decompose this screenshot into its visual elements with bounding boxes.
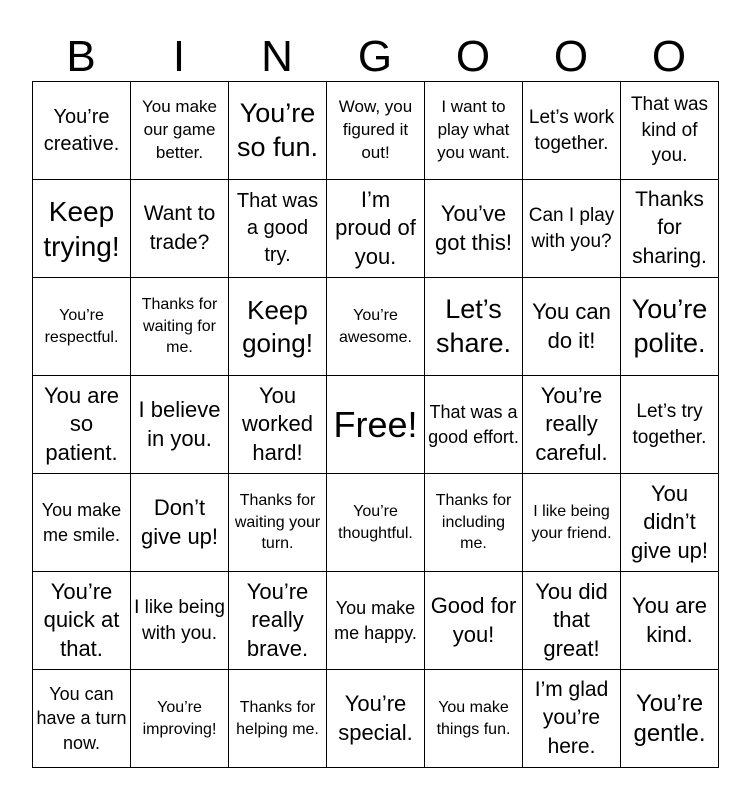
cell-text: Good for you! xyxy=(430,592,517,647)
cell-text: You make me happy. xyxy=(334,598,417,643)
cell-text: You make things fun. xyxy=(436,698,511,738)
bingo-cell xyxy=(229,376,327,474)
bingo-cell xyxy=(425,180,523,278)
bingo-cell xyxy=(621,82,719,180)
cell-text: You’re thoughtful. xyxy=(338,502,413,542)
cell-text: That was a good effort. xyxy=(428,402,519,447)
cell-text: Keep trying! xyxy=(43,195,120,262)
bingo-cell xyxy=(425,82,523,180)
cell-text: I want to play what you want. xyxy=(437,97,510,162)
cell-text: I like being with you. xyxy=(134,596,225,644)
cell-text: You’re quick at that. xyxy=(43,578,120,661)
cell-text: You can do it! xyxy=(532,298,611,353)
free-space xyxy=(327,376,425,474)
bingo-cell xyxy=(33,180,131,278)
cell-text: You’re really brave. xyxy=(246,578,309,661)
bingo-cell xyxy=(131,670,229,768)
bingo-cell xyxy=(425,278,523,376)
cell-text: You’re polite. xyxy=(631,293,708,358)
cell-text: Want to trade? xyxy=(143,202,216,254)
header-letter-o2: O xyxy=(553,32,589,81)
bingo-cell xyxy=(621,474,719,572)
bingo-cell xyxy=(33,278,131,376)
header-letter-o3: O xyxy=(651,32,687,81)
cell-text: I believe in you. xyxy=(138,396,221,451)
cell-text: You didn’t give up! xyxy=(630,480,709,563)
bingo-cell xyxy=(425,474,523,572)
bingo-cell xyxy=(131,278,229,376)
cell-text: You’re so fun. xyxy=(236,97,319,162)
header-letter-i: I xyxy=(172,32,186,81)
bingo-cell xyxy=(33,572,131,670)
cell-text: Free! xyxy=(333,403,418,445)
cell-text: You did that great! xyxy=(535,578,608,661)
bingo-cell xyxy=(131,376,229,474)
bingo-cell xyxy=(33,376,131,474)
cell-text: That was a good try. xyxy=(236,190,319,266)
bingo-cell xyxy=(33,82,131,180)
bingo-cell xyxy=(131,572,229,670)
bingo-cell xyxy=(425,572,523,670)
cell-text: Let’s share. xyxy=(435,293,512,358)
bingo-cell xyxy=(523,376,621,474)
bingo-cell xyxy=(131,82,229,180)
bingo-cell xyxy=(327,474,425,572)
bingo-cell xyxy=(621,376,719,474)
bingo-cell xyxy=(327,82,425,180)
bingo-cell xyxy=(523,474,621,572)
cell-text: Don’t give up! xyxy=(140,494,219,549)
cell-text: I like being your friend. xyxy=(531,502,612,542)
bingo-cell xyxy=(33,670,131,768)
bingo-cell xyxy=(621,180,719,278)
bingo-cell xyxy=(327,180,425,278)
cell-text: Thanks for waiting your turn. xyxy=(234,492,321,553)
bingo-cell xyxy=(621,572,719,670)
bingo-cell xyxy=(229,670,327,768)
bingo-cell xyxy=(327,278,425,376)
cell-text: Thanks for waiting for me. xyxy=(141,296,218,357)
cell-text: You’ve got this! xyxy=(434,200,513,255)
cell-text: You are so patient. xyxy=(43,382,120,465)
cell-text: You make me smile. xyxy=(41,500,122,545)
bingo-header xyxy=(32,32,718,82)
bingo-cell xyxy=(523,670,621,768)
cell-text: Thanks for sharing. xyxy=(632,187,707,268)
bingo-cell xyxy=(33,474,131,572)
cell-text: You can have a turn now. xyxy=(36,684,127,753)
cell-text: Thanks for helping me. xyxy=(236,698,319,738)
bingo-cell xyxy=(229,82,327,180)
bingo-cell xyxy=(523,82,621,180)
cell-text: Can I play with you? xyxy=(528,204,615,252)
header-letter-n: N xyxy=(261,32,293,81)
bingo-cell xyxy=(621,670,719,768)
cell-text: Thanks for including me. xyxy=(435,492,512,553)
bingo-cell xyxy=(131,180,229,278)
bingo-cell xyxy=(523,572,621,670)
cell-text: I’m glad you’re here. xyxy=(534,677,609,758)
cell-text: You’re awesome. xyxy=(339,306,412,346)
bingo-cell xyxy=(131,474,229,572)
cell-text: You are kind. xyxy=(631,592,708,647)
bingo-cell xyxy=(229,180,327,278)
bingo-grid xyxy=(32,81,719,768)
cell-text: Keep going! xyxy=(242,295,313,358)
cell-text: You’re improving! xyxy=(142,698,217,738)
cell-text: You’re special. xyxy=(338,690,413,745)
bingo-cell xyxy=(229,278,327,376)
cell-text: You’re creative. xyxy=(43,105,120,155)
cell-text: You’re respectful. xyxy=(44,306,119,346)
bingo-cell xyxy=(327,572,425,670)
cell-text: You’re really careful. xyxy=(535,382,608,465)
bingo-cell xyxy=(523,278,621,376)
cell-text: You’re gentle. xyxy=(633,689,706,747)
bingo-cell xyxy=(425,376,523,474)
header-letter-b: B xyxy=(66,32,96,81)
bingo-cell xyxy=(621,278,719,376)
header-letter-g: G xyxy=(357,32,393,81)
cell-text: That was kind of you. xyxy=(630,94,709,167)
cell-text: You make our game better. xyxy=(142,97,217,162)
cell-text: Let’s try together. xyxy=(632,400,707,448)
bingo-cell xyxy=(229,474,327,572)
bingo-cell xyxy=(229,572,327,670)
cell-text: You worked hard! xyxy=(242,382,313,465)
cell-text: I’m proud of you. xyxy=(335,186,416,269)
bingo-cell xyxy=(425,670,523,768)
bingo-cell xyxy=(327,670,425,768)
bingo-cell xyxy=(523,180,621,278)
cell-text: Wow, you figured it out! xyxy=(338,97,413,162)
cell-text: Let’s work together. xyxy=(528,106,615,154)
header-letter-o1: O xyxy=(455,32,491,81)
